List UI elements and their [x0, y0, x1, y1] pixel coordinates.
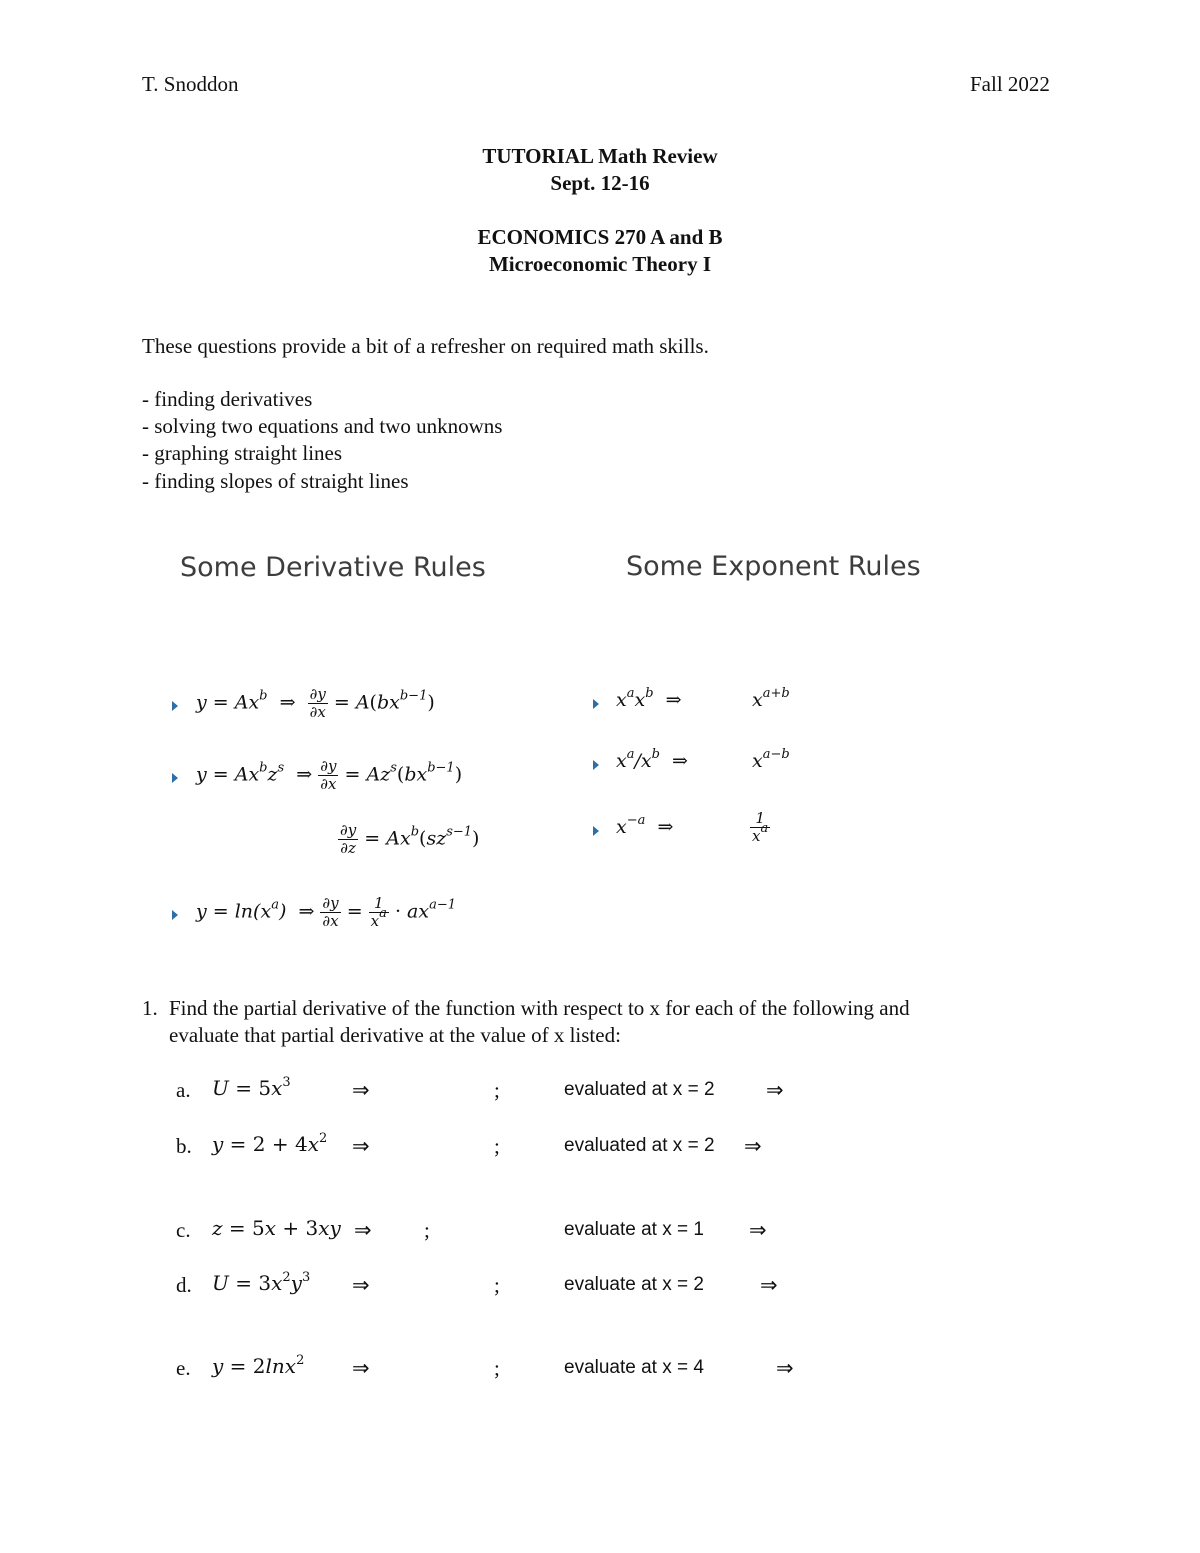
implies-arrow: ⇒: [352, 1078, 370, 1102]
bullet-icon: [593, 826, 599, 836]
exponent-rule-quotient-result: $x^{a-b}$: [752, 747, 790, 772]
skill-item: - graphing straight lines: [142, 441, 343, 465]
term-label: Fall 2022: [970, 72, 1050, 96]
evaluation-point: evaluated at x = 2: [564, 1079, 715, 1100]
implies-arrow: ⇒: [749, 1218, 767, 1242]
implies-arrow: ⇒: [352, 1134, 370, 1158]
evaluation-point: evaluate at x = 1: [564, 1219, 704, 1240]
item-label: e.: [176, 1356, 191, 1380]
derivative-rule-power: $y = Ax^b$ ⇒ $\frac{\partial y}{\partial x}$ = $A(bx^{b-1})$: [196, 685, 435, 721]
derivative-rule-product-z: $\frac{\partial y}{\partial z}$ = $Ax^b(sz^{s-1})$: [340, 821, 480, 857]
implies-arrow: ⇒: [352, 1356, 370, 1380]
question-text: evaluate that partial derivative at the value of x listed:: [169, 1023, 621, 1047]
skill-item: - finding derivatives: [142, 387, 313, 411]
item-function: $y = 2 + 4x^2$: [212, 1131, 328, 1156]
item-function: $U = 5x^3$: [212, 1075, 291, 1100]
bullet-icon: [172, 773, 178, 783]
evaluation-point: evaluate at x = 2: [564, 1274, 704, 1295]
exponent-rule-negative: $x^{-a}$ ⇒: [616, 813, 674, 838]
implies-arrow: ⇒: [744, 1134, 762, 1158]
bullet-icon: [172, 910, 178, 920]
bullet-icon: [593, 699, 599, 709]
separator: ;: [494, 1356, 500, 1380]
exponent-rule-negative-result: $\frac{1}{x^a}$: [752, 809, 769, 845]
skill-item: - solving two equations and two unknowns: [142, 414, 503, 438]
skill-item: - finding slopes of straight lines: [142, 469, 409, 493]
implies-arrow: ⇒: [354, 1218, 372, 1242]
implies-arrow: ⇒: [766, 1078, 784, 1102]
derivative-rule-product: $y = Ax^bz^s$ ⇒ $\frac{\partial y}{\partial x}$ = $Az^s(bx^{b-1})$: [196, 757, 463, 793]
author-name: T. Snoddon: [142, 72, 239, 96]
exponent-rules-heading: Some Exponent Rules: [626, 551, 921, 582]
implies-arrow: ⇒: [760, 1273, 778, 1297]
exponent-rule-product-result: $x^{a+b}$: [752, 686, 790, 711]
item-function: $U = 3x^2y^3$: [212, 1270, 311, 1295]
bullet-icon: [172, 701, 178, 711]
exponent-rule-quotient: $x^a/x^b$ ⇒: [616, 747, 688, 772]
course-code: ECONOMICS 270 A and B: [477, 225, 723, 249]
separator: ;: [494, 1078, 500, 1102]
question-number: 1.: [142, 996, 158, 1020]
item-label: a.: [176, 1078, 191, 1102]
course-name: Microeconomic Theory I: [488, 252, 711, 276]
separator: ;: [494, 1134, 500, 1158]
item-function: y = 2lnx$^2$: [212, 1353, 305, 1378]
derivative-rule-log: $y = \ln(x^a)$ ⇒ $\frac{\partial y}{\partial x}$ = $\frac{1}{x^a}$ · $ax^{a-1}$: [196, 894, 456, 930]
separator: ;: [424, 1218, 430, 1242]
evaluation-point: evaluate at x = 4: [564, 1357, 704, 1378]
document-dates: Sept. 12-16: [550, 171, 650, 195]
exponent-rule-product: $x^ax^b$ ⇒: [616, 686, 682, 711]
implies-arrow: ⇒: [776, 1356, 794, 1380]
item-label: d.: [176, 1273, 192, 1297]
item-function: z = 5x + 3xy: [212, 1216, 341, 1240]
derivative-rules-heading: Some Derivative Rules: [180, 552, 486, 583]
implies-arrow: ⇒: [352, 1273, 370, 1297]
evaluation-point: evaluated at x = 2: [564, 1135, 715, 1156]
intro-text: These questions provide a bit of a refresher on required math skills.: [142, 334, 709, 358]
question-text: Find the partial derivative of the function with respect to x for each of the following and: [169, 996, 910, 1020]
separator: ;: [494, 1273, 500, 1297]
bullet-icon: [593, 760, 599, 770]
item-label: c.: [176, 1218, 191, 1242]
item-label: b.: [176, 1134, 192, 1158]
document-title: TUTORIAL Math Review: [482, 144, 718, 168]
